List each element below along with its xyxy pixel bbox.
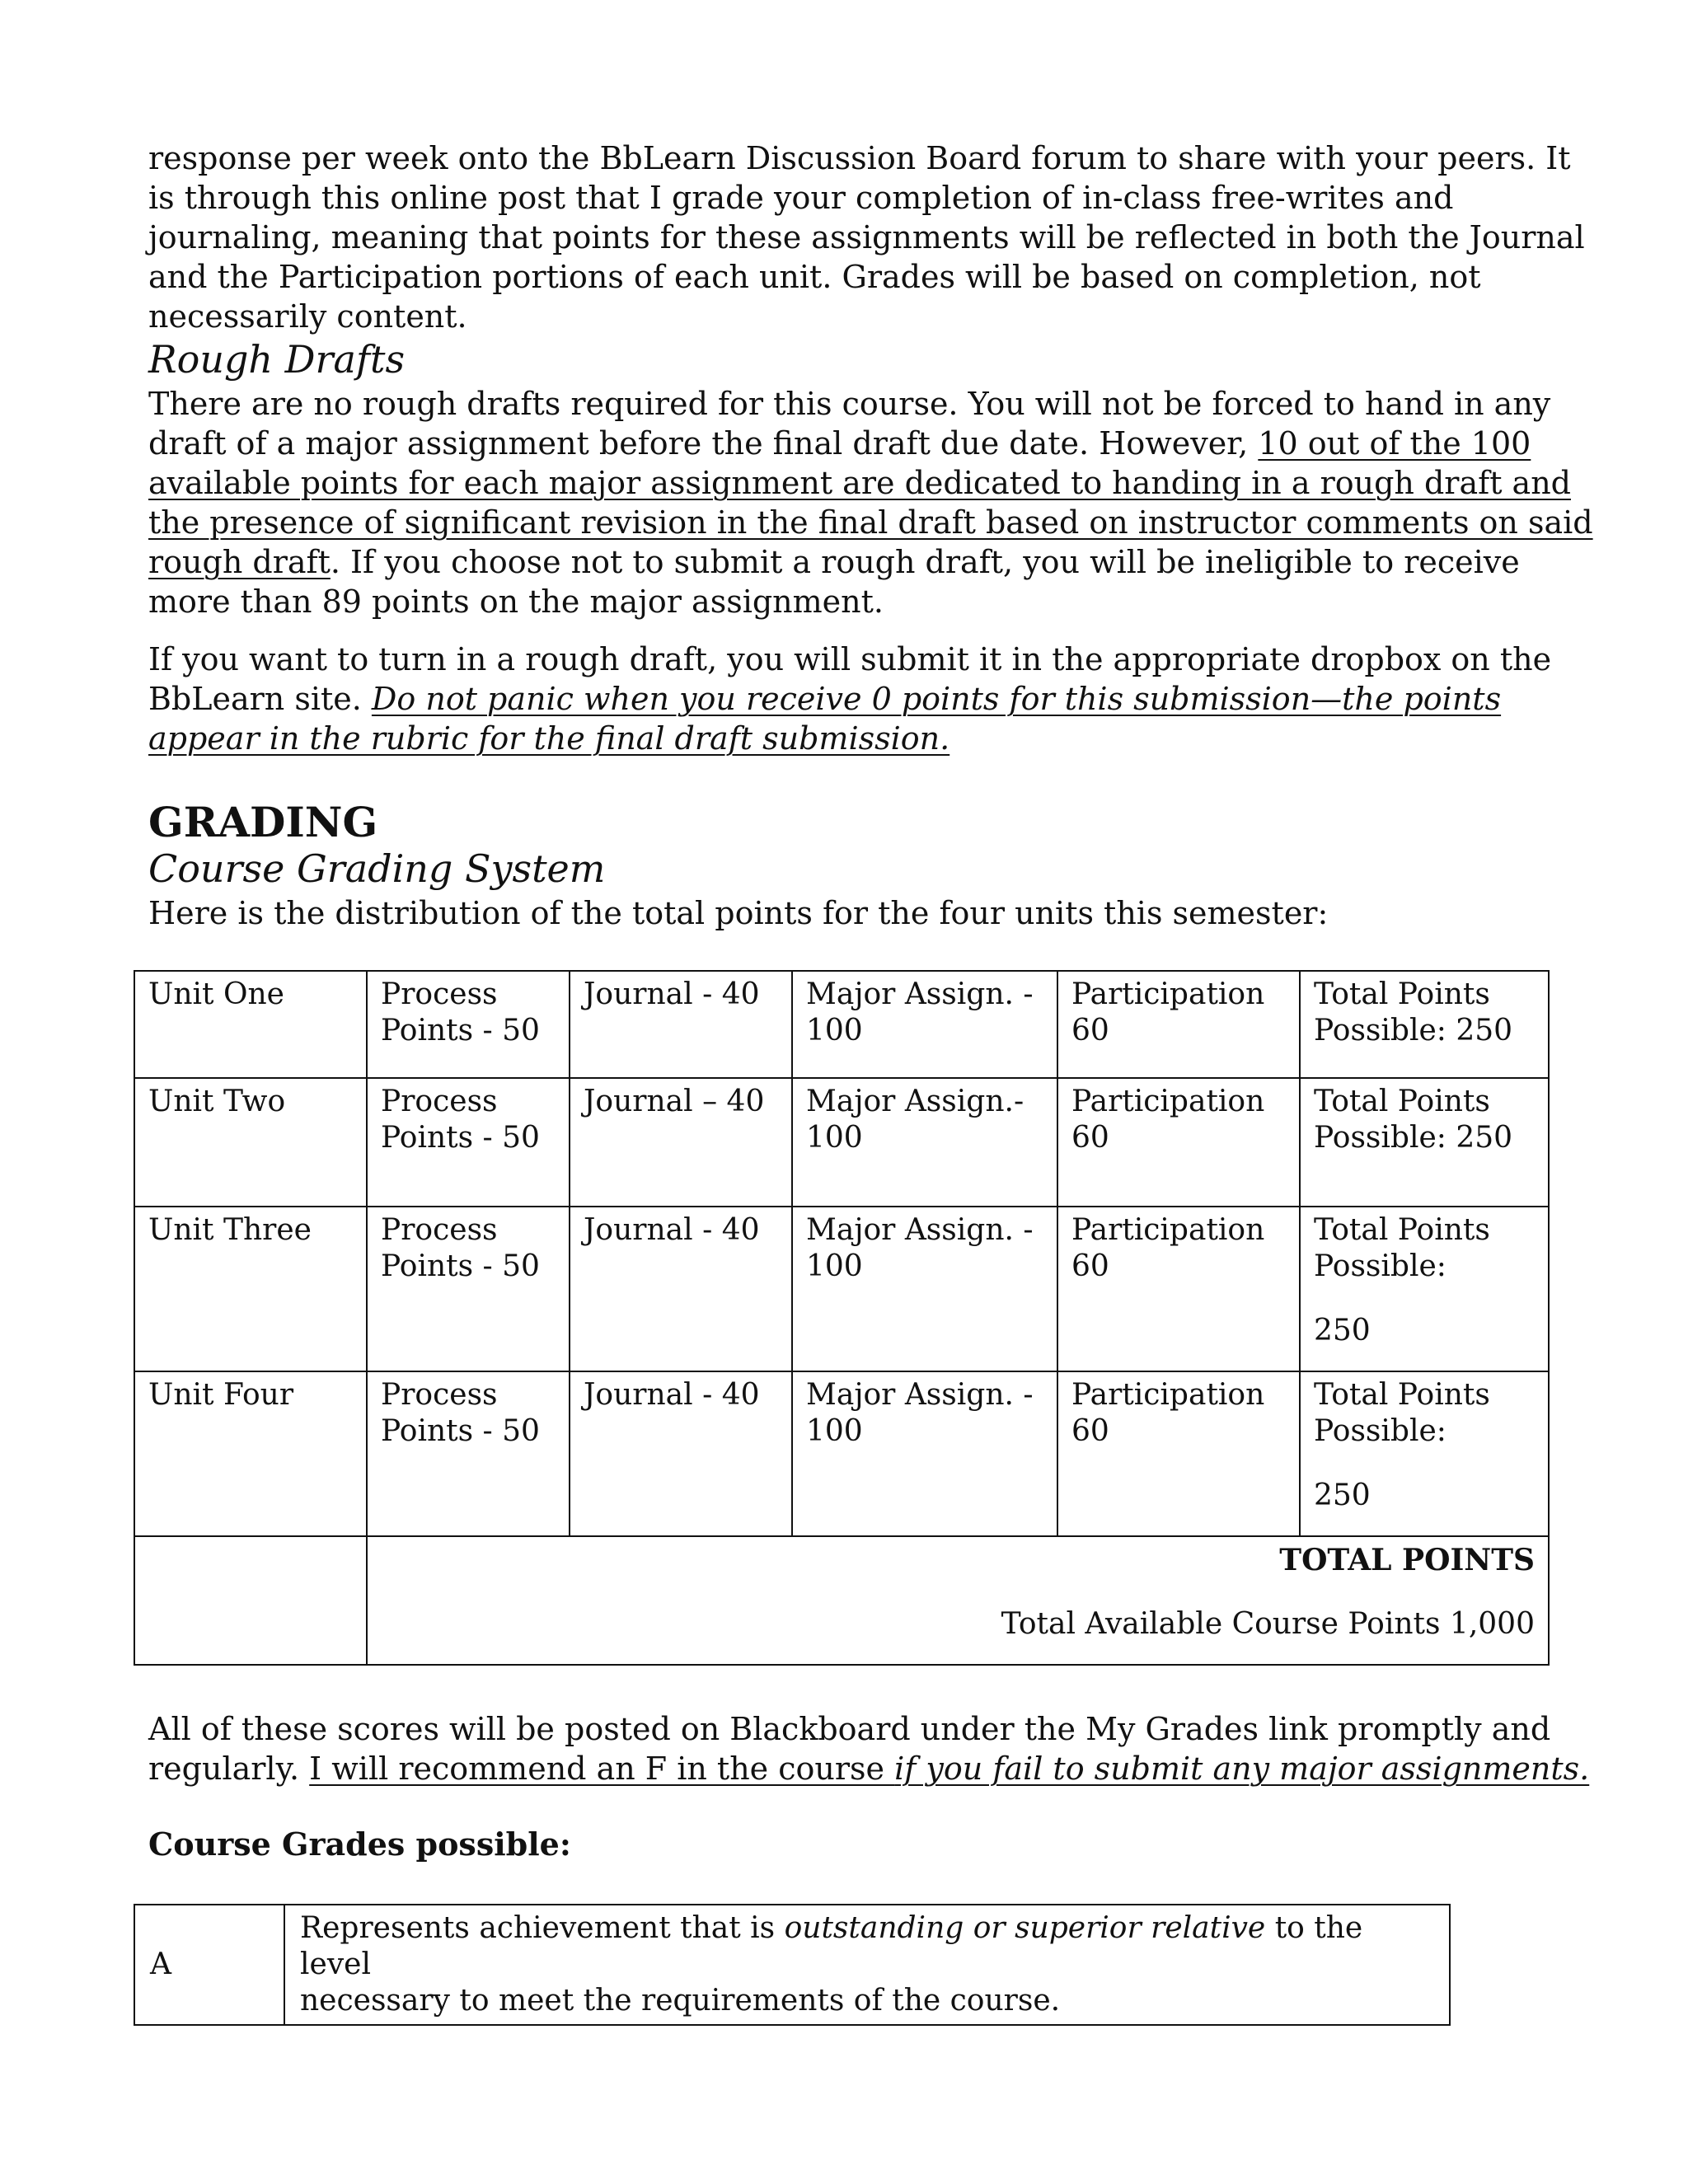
- cell-text: Total Points: [1314, 1085, 1490, 1118]
- cell-text: 60: [1071, 1121, 1109, 1155]
- cell-text: 100: [806, 1414, 863, 1448]
- cell-text: 250: [1314, 1314, 1371, 1347]
- major-assignment-cell: [792, 971, 1057, 1078]
- cell-text: 100: [806, 1121, 863, 1155]
- total-points-cell: [1300, 1207, 1549, 1371]
- grading-intro: Here is the distribution of the total points for the four units this semester:: [148, 895, 1329, 931]
- text-run: Represents achievement that is: [300, 1911, 785, 1945]
- cell-text: 60: [1071, 1249, 1109, 1283]
- text-run: . If you choose not to submit a rough draft, you will be ineligible to receive: [330, 544, 1520, 580]
- underlined-text: available points for each major assignment are dedicated to handing in a rough draft and: [148, 465, 1571, 501]
- cell-text: Major Assign. -: [806, 977, 1034, 1011]
- unit-cell: Unit Three: [134, 1207, 367, 1371]
- total-points-cell: [1300, 1078, 1549, 1207]
- participation-cell: [1057, 971, 1300, 1078]
- intro-line: journaling, meaning that points for these assignments will be reflected in both the Journal: [148, 219, 1585, 255]
- text-line: [148, 542, 1593, 582]
- unit-cell: Unit Two: [134, 1078, 367, 1207]
- emphasized-text: if you fail to submit any major assignments.: [894, 1750, 1590, 1787]
- participation-cell: [1057, 1207, 1300, 1371]
- unit-cell: Unit Four: [134, 1371, 367, 1536]
- cell-text: 100: [806, 1249, 863, 1283]
- grading-heading: GRADING: [148, 798, 378, 846]
- process-points-cell: [367, 1207, 570, 1371]
- emphasized-text: outstanding or superior relative: [784, 1911, 1266, 1945]
- units-points-table: [134, 970, 1550, 1666]
- text-run: regularly.: [148, 1750, 310, 1787]
- intro-line: is through this online post that I grade your completion of in-class free-writes and: [148, 180, 1454, 216]
- text-line: [148, 463, 1593, 503]
- total-points-cell: [1300, 971, 1549, 1078]
- cell-text: 100: [806, 1014, 863, 1047]
- cell-text: Process: [381, 1085, 498, 1118]
- table-total-row: [134, 1536, 1549, 1665]
- text-line: more than 89 points on the major assignment.: [148, 583, 884, 620]
- emphasized-text: appear in the rubric for the final draft submission.: [148, 720, 950, 757]
- text-line: [148, 1749, 1589, 1788]
- total-points-cell: [1300, 1371, 1549, 1536]
- underlined-text: the presence of significant revision in the final draft based on instructor comments on said: [148, 504, 1593, 541]
- process-points-cell: [367, 1078, 570, 1207]
- cell-text: Process: [381, 1213, 498, 1247]
- text-line: If you want to turn in a rough draft, you will submit it in the appropriate dropbox on the: [148, 641, 1552, 677]
- text-line: [148, 679, 1551, 719]
- intro-line: necessarily content.: [148, 298, 467, 335]
- rough-draft-dropbox-paragraph: [148, 640, 1551, 758]
- text-run: BbLearn site.: [148, 681, 372, 717]
- total-points-summary-cell: [367, 1536, 1549, 1665]
- text-line: All of these scores will be posted on Blackboard under the My Grades link promptly and: [148, 1711, 1551, 1747]
- cell-text: Possible: 250: [1314, 1121, 1513, 1155]
- total-available-points: Total Available Course Points 1,000: [1001, 1607, 1535, 1641]
- rough-drafts-paragraph: [148, 384, 1593, 621]
- course-grades-table: [134, 1904, 1451, 2026]
- cell-text: Participation: [1071, 1213, 1265, 1247]
- cell-text: Points - 50: [381, 1414, 540, 1448]
- cell-text: Total Points: [1314, 977, 1490, 1011]
- total-points-label: TOTAL POINTS: [1279, 1543, 1535, 1577]
- scores-note-paragraph: [148, 1709, 1589, 1788]
- cell-text: Major Assign. -: [806, 1213, 1034, 1247]
- cell-text: 60: [1071, 1014, 1109, 1047]
- cell-text: Possible: 250: [1314, 1014, 1513, 1047]
- text-run: draft of a major assignment before the final draft due date. However,: [148, 425, 1259, 462]
- cell-text: Points - 50: [381, 1014, 540, 1047]
- cell-text: Participation: [1071, 977, 1265, 1011]
- cell-text: Process: [381, 1378, 498, 1412]
- major-assignment-cell: [792, 1371, 1057, 1536]
- intro-line: response per week onto the BbLearn Discussion Board forum to share with your peers. It: [148, 140, 1571, 176]
- intro-paragraph: [148, 138, 1585, 336]
- table-row: [134, 1207, 1549, 1371]
- rough-drafts-heading: Rough Drafts: [148, 337, 406, 382]
- cell-text: Participation: [1071, 1085, 1265, 1118]
- text-line: [148, 719, 1551, 758]
- emphasized-text: Do not panic when you receive 0 points for this submission—the points: [371, 681, 1502, 717]
- intro-line: and the Participation portions of each unit. Grades will be based on completion, not: [148, 259, 1481, 295]
- underlined-text: I will recommend an F in the course: [309, 1750, 895, 1787]
- cell-text: Possible:: [1314, 1249, 1447, 1283]
- cell-text: Total Points: [1314, 1213, 1490, 1247]
- grade-description-cell: [284, 1905, 1450, 2025]
- text-line: [148, 503, 1593, 542]
- process-points-cell: [367, 971, 570, 1078]
- text-line: [300, 1910, 1434, 1983]
- journal-cell: Journal - 40: [570, 971, 792, 1078]
- course-grades-heading: Course Grades possible:: [148, 1825, 571, 1863]
- table-row: [134, 1371, 1549, 1536]
- grade-letter-cell: A: [134, 1905, 284, 2025]
- table-row: [134, 1905, 1450, 2025]
- table-row: [134, 971, 1549, 1078]
- journal-cell: Journal - 40: [570, 1371, 792, 1536]
- cell-text: 60: [1071, 1414, 1109, 1448]
- cell-text: 250: [1314, 1479, 1371, 1512]
- cell-text: Total Points: [1314, 1378, 1490, 1412]
- cell-text: Possible:: [1314, 1414, 1447, 1448]
- major-assignment-cell: [792, 1207, 1057, 1371]
- cell-text: Points - 50: [381, 1121, 540, 1155]
- journal-cell: Journal - 40: [570, 1207, 792, 1371]
- major-assignment-cell: [792, 1078, 1057, 1207]
- text-line: There are no rough drafts required for this course. You will not be forced to hand in any: [148, 386, 1551, 422]
- underlined-text: rough draft: [148, 544, 331, 580]
- underlined-text: 10 out of the 100: [1258, 425, 1531, 462]
- process-points-cell: [367, 1371, 570, 1536]
- cell-text: Points - 50: [381, 1249, 540, 1283]
- participation-cell: [1057, 1371, 1300, 1536]
- text-line: [148, 424, 1593, 463]
- participation-cell: [1057, 1078, 1300, 1207]
- course-grading-system-heading: Course Grading System: [148, 846, 606, 891]
- text-run: to the level: [300, 1911, 1363, 1981]
- cell-text: Process: [381, 977, 498, 1011]
- text-line: necessary to meet the requirements of the course.: [300, 1984, 1061, 2018]
- cell-text: Major Assign.-: [806, 1085, 1025, 1118]
- unit-cell: Unit One: [134, 971, 367, 1078]
- table-row: [134, 1078, 1549, 1207]
- empty-cell: [134, 1536, 367, 1665]
- cell-text: Major Assign. -: [806, 1378, 1034, 1412]
- journal-cell: Journal – 40: [570, 1078, 792, 1207]
- cell-text: Participation: [1071, 1378, 1265, 1412]
